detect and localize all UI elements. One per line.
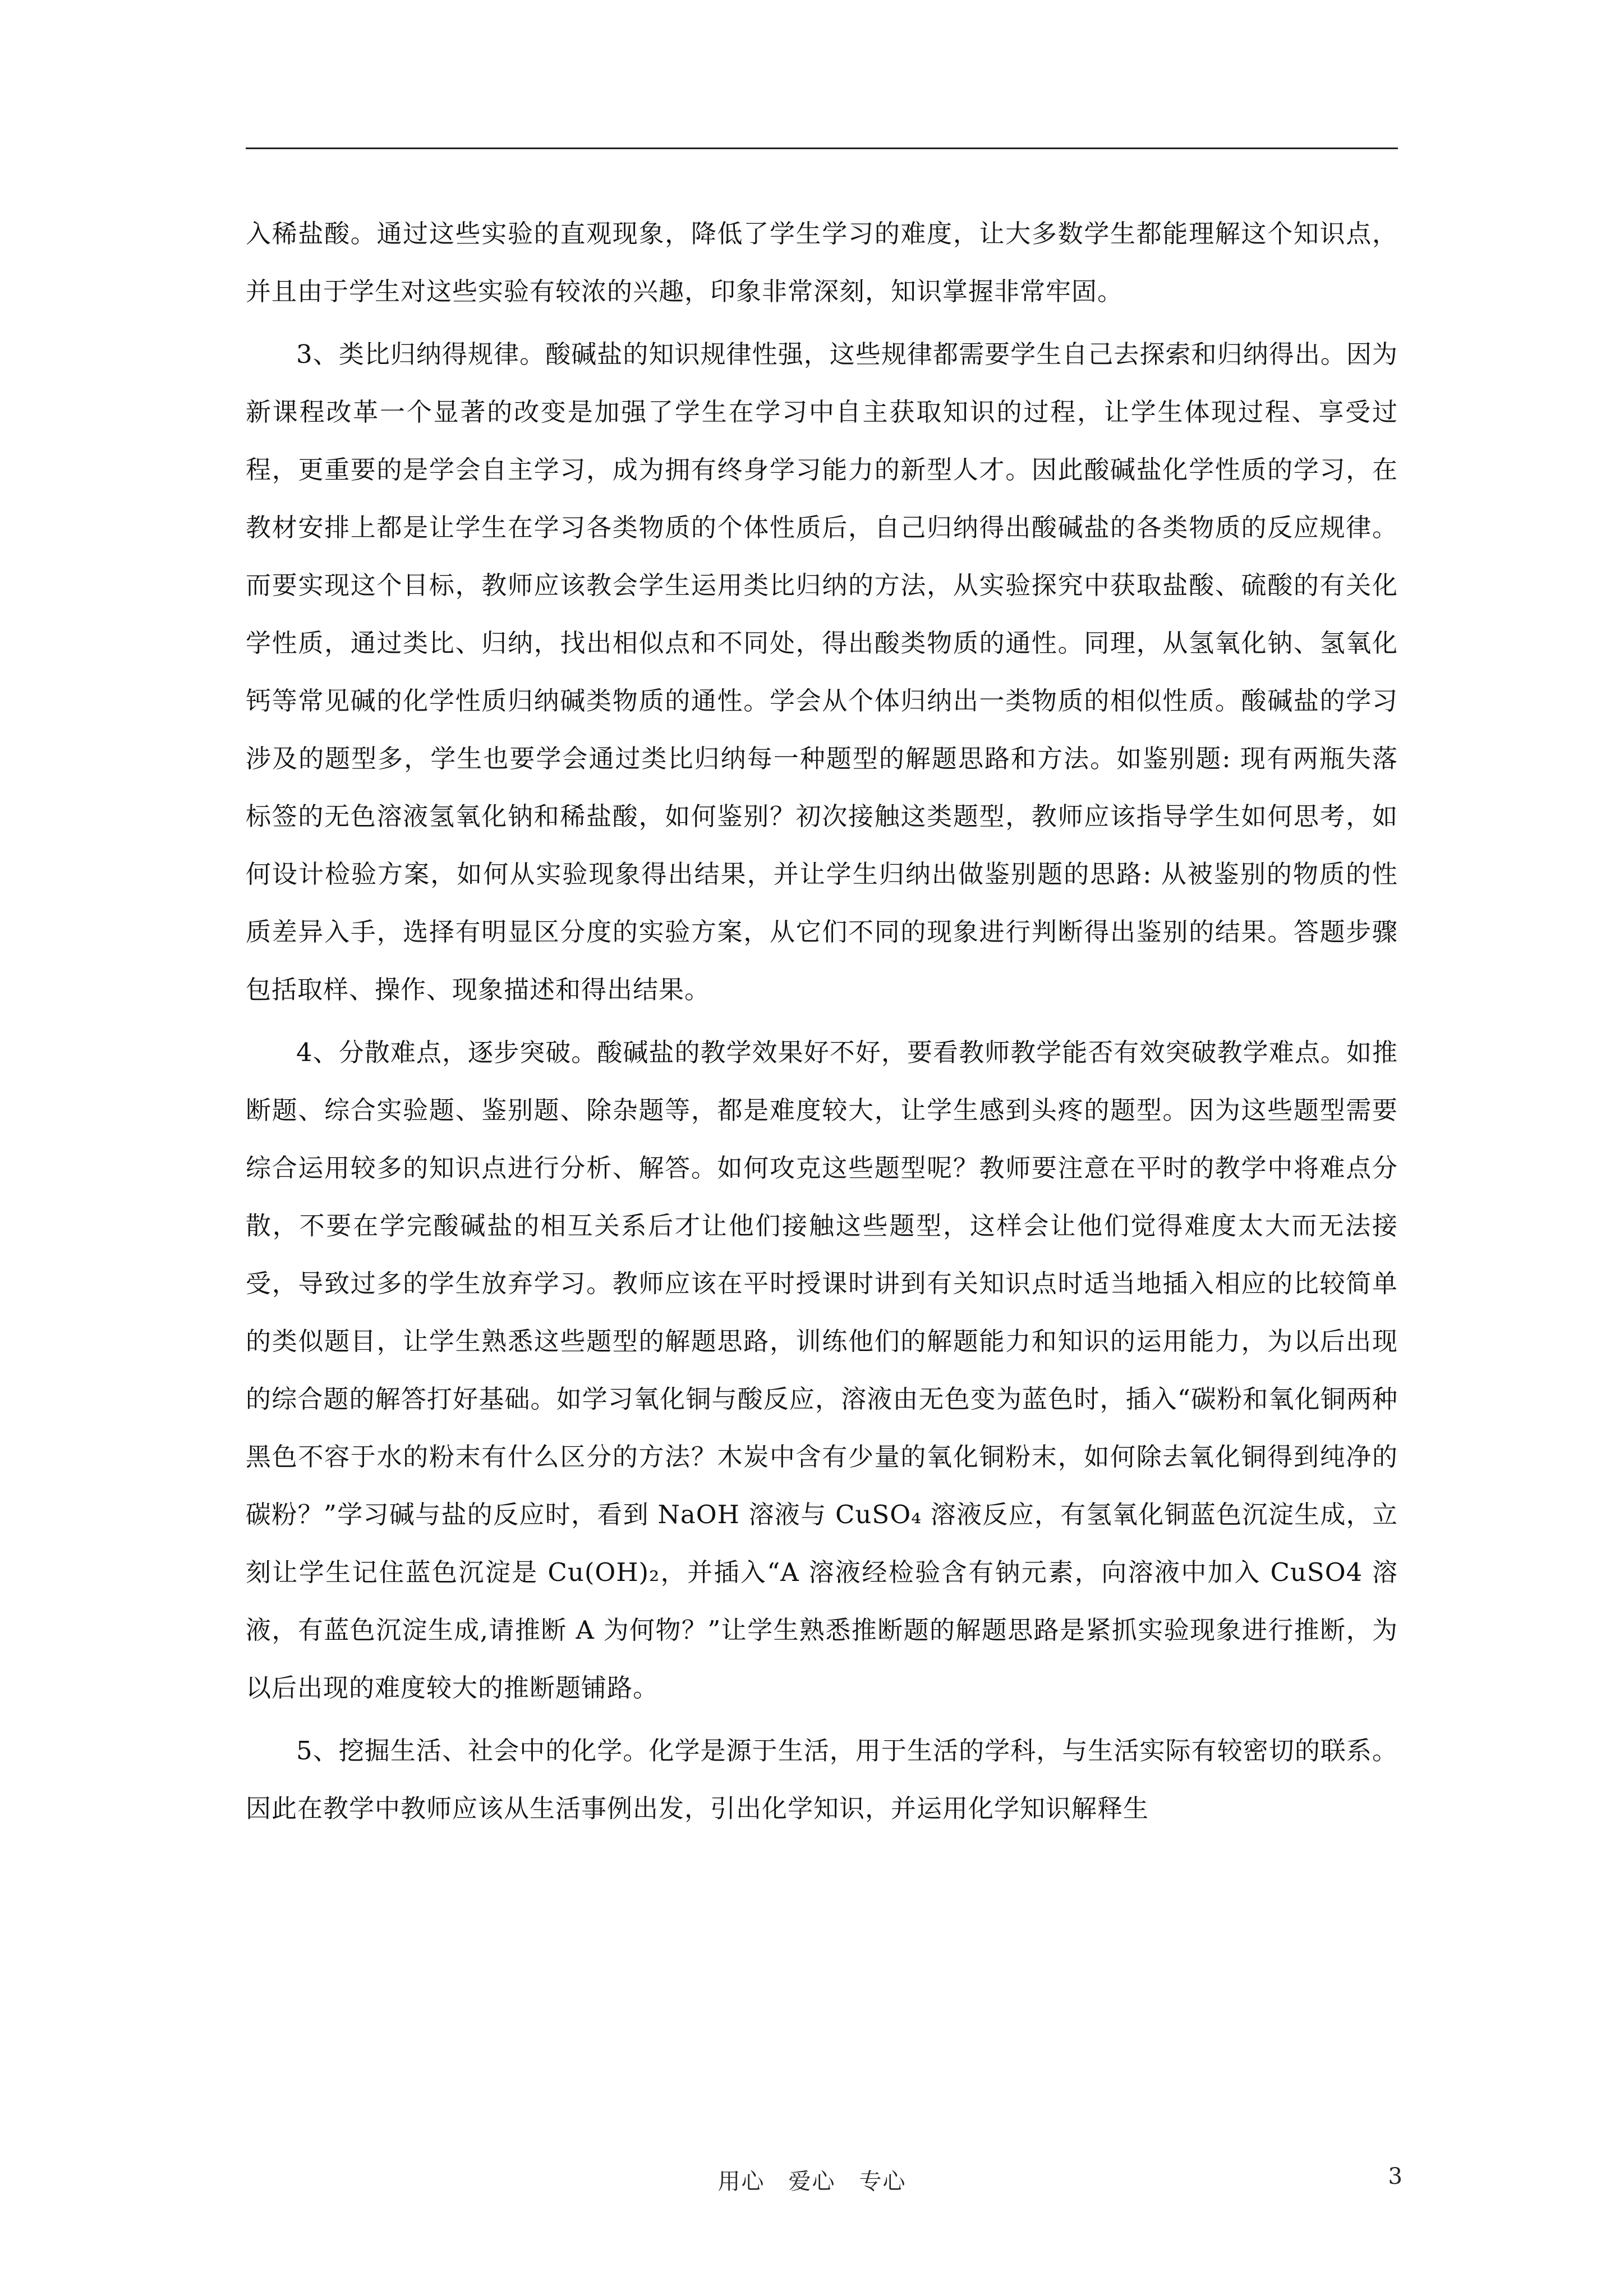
paragraph-disperse-difficulties: 4、分散难点，逐步突破。酸碱盐的教学效果好不好，要看教师教学能否有效突破教学难点。如推断题、综合实验题、鉴别题、除杂题等，都是难度较大，让学生感到头疼的题型。因为这些题型需要综合运用较多的知识点进行分析、解答。如何攻克这些题型呢？教师要注意在平时的教学中将难点分散，不要在学完酸碱盐的相互关系后才让他们接触这些题型，这样会让他们觉得难度太大而无法接受，导致过多的学生放弃学习。教师应该在平时授课时讲到有关知识点时适当地插入相应的比较简单的类似题目，让学生熟悉这些题型的解题思路，训练他们的解题能力和知识的运用能力，为以后出现的综合题的解答打好基础。如学习氧化铜与酸反应，溶液由无色变为蓝色时，插入“碳粉和氧化铜两种黑色不容于水的粉末有什么区分的方法？木炭中含有少量的氧化铜粉末，如何除去氧化铜得到纯净的碳粉？”学习碱与盐的反应时，看到 NaOH 溶液与 CuSO₄ 溶液反应，有氢氧化铜蓝色沉淀生成，立刻让学生记住蓝色沉淀是 Cu(OH)₂，并插入“A 溶液经检验含有钠元素，向溶液中加入 CuSO4 溶液，有蓝色沉淀生成,请推断 A 为何物？”让学生熟悉推断题的解题思路是紧抓实验现象进行推断，为以后出现的难度较大的推断题铺路。 [246, 1038, 1398, 1703]
footer-slogan: 用心 爱心 专心 [717, 2169, 907, 2194]
paragraph-life-chemistry: 5、挖掘生活、社会中的化学。化学是源于生活，用于生活的学科，与生活实际有较密切的联系。因此在教学中教师应该从生活事例出发，引出化学知识，并运用化学知识解释生 [246, 1736, 1398, 1823]
body-text [246, 205, 1398, 1842]
header-rule [246, 147, 1398, 149]
paragraph-analogy-induction: 3、类比归纳得规律。酸碱盐的知识规律性强，这些规律都需要学生自己去探索和归纳得出。因为新课程改革一个显著的改变是加强了学生在学习中自主获取知识的过程，让学生体现过程、享受过程，更重要的是学会自主学习，成为拥有终身学习能力的新型人才。因此酸碱盐化学性质的学习，在教材安排上都是让学生在学习各类物质的个体性质后，自己归纳得出酸碱盐的各类物质的反应规律。而要实现这个目标，教师应该教会学生运用类比归纳的方法，从实验探究中获取盐酸、硫酸的有关化学性质，通过类比、归纳，找出相似点和不同处，得出酸类物质的通性。同理，从氢氧化钠、氢氧化钙等常见碱的化学性质归纳碱类物质的通性。学会从个体归纳出一类物质的相似性质。酸碱盐的学习涉及的题型多，学生也要学会通过类比归纳每一种题型的解题思路和方法。如鉴别题: 现有两瓶失落标签的无色溶液氢氧化钠和稀盐酸，如何鉴别？初次接触这类题型，教师应该指导学生如何思考，如何设计检验方案，如何从实验现象得出结果，并让学生归纳出做鉴别题的思路: 从被鉴别的物质的性质差异入手，选择有明显区分度的实验方案，从它们不同的现象进行判断得出鉴别的结果。答题步骤包括取样、操作、现象描述和得出结果。 [246, 339, 1398, 1004]
page-number: 3 [1388, 2164, 1402, 2189]
paragraph-continuation: 入稀盐酸。通过这些实验的直观现象，降低了学生学习的难度，让大多数学生都能理解这个知识点，并且由于学生对这些实验有较浓的兴趣，印象非常深刻，知识掌握非常牢固。 [246, 219, 1398, 306]
